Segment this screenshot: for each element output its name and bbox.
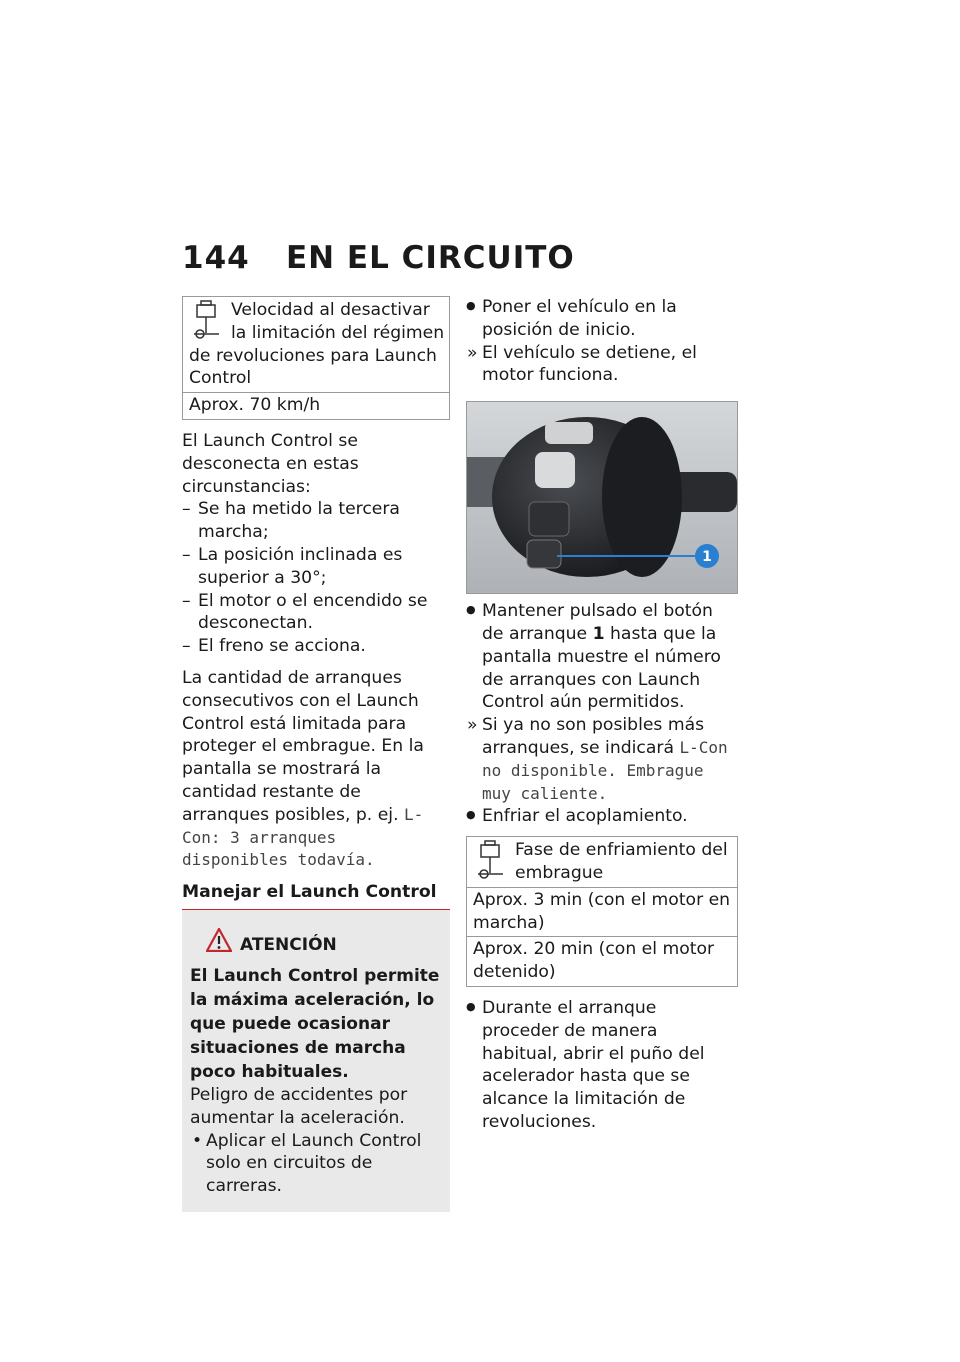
warning-action: • Aplicar el Launch Control solo en circuitos de carreras. <box>190 1130 442 1198</box>
service-tool-icon <box>189 299 225 343</box>
condition-item: – El motor o el encendido se desconectan. <box>182 590 450 636</box>
chapter-title: EN EL CIRCUITO <box>286 240 575 276</box>
step-text: hasta que la pantalla muestre el número de arranques con Launch Control aún permitidos. <box>482 623 721 713</box>
step-item: ● Poner el vehículo en la posición de inicio. <box>466 296 738 342</box>
intro-text: El Launch Control se desconecta en estas circunstancias: <box>182 430 359 497</box>
warning-bold: El Launch Control permite la máxima aceleración, lo que puede ocasionar situaciones de marcha poco habituales. <box>190 965 440 1082</box>
page-number: 144 <box>182 240 250 276</box>
condition-item: – Se ha metido la tercera marcha; <box>182 498 450 544</box>
display-message: L-Con no disponible. Embrague muy caliente. <box>482 737 728 803</box>
limit-paragraph <box>182 667 450 872</box>
warning-text: Peligro de accidentes por aumentar la aceleración. <box>190 1084 408 1128</box>
spec-heading-cell <box>467 837 737 887</box>
spec-value: Aprox. 20 min (con el motor detenido) <box>467 936 737 986</box>
result-item: » El vehículo se detiene, el motor funciona. <box>466 342 738 388</box>
handlebar-switch-figure <box>466 401 738 594</box>
figure-callout: 1 <box>702 549 712 566</box>
spec-value: Aprox. 3 min (con el motor en marcha) <box>467 887 737 937</box>
callout-ref: 1 <box>592 623 605 644</box>
step-text: Mantener pulsado el botón de arranque <box>482 601 713 644</box>
right-column <box>466 296 738 1134</box>
display-message: L-Con: 3 arranques disponibles todavía. <box>182 804 424 870</box>
cooling-spec-table <box>466 836 738 987</box>
condition-item: – El freno se acciona. <box>182 635 450 658</box>
spec-heading: Velocidad al desactivar la limitación del régimen de revoluciones para Launch Control <box>189 300 445 389</box>
result-text: Si ya no son posibles más arranques, se indicará <box>482 715 705 758</box>
step-item <box>466 600 738 714</box>
limit-text: La cantidad de arranques consecutivos con el Launch Control está limitada para proteger el embrague. En la pantalla se mostrará la cantidad restante de arranques posibles, p. ej. <box>182 667 424 825</box>
section-heading: Manejar el Launch Control <box>182 881 450 910</box>
speed-spec-table <box>182 296 450 420</box>
step-item: ● Durante el arranque proceder de manera habitual, abrir el puño del acelerador hasta que se alcance la limitación de revoluciones. <box>466 997 738 1134</box>
spec-heading-cell <box>183 297 449 392</box>
spec-heading: Fase de enfriamiento del embrague <box>515 840 728 883</box>
warning-label: ATENCIÓN <box>240 934 337 955</box>
step-item: ● Enfriar el acoplamiento. <box>466 805 738 828</box>
service-tool-icon <box>473 839 509 883</box>
result-item <box>466 714 738 805</box>
warning-box <box>182 910 450 1212</box>
spec-value: Aprox. 70 km/h <box>183 392 449 419</box>
page-header <box>182 240 575 276</box>
left-column <box>182 296 450 1212</box>
warning-icon <box>206 928 232 952</box>
condition-item: – La posición inclinada es superior a 30°; <box>182 544 450 590</box>
